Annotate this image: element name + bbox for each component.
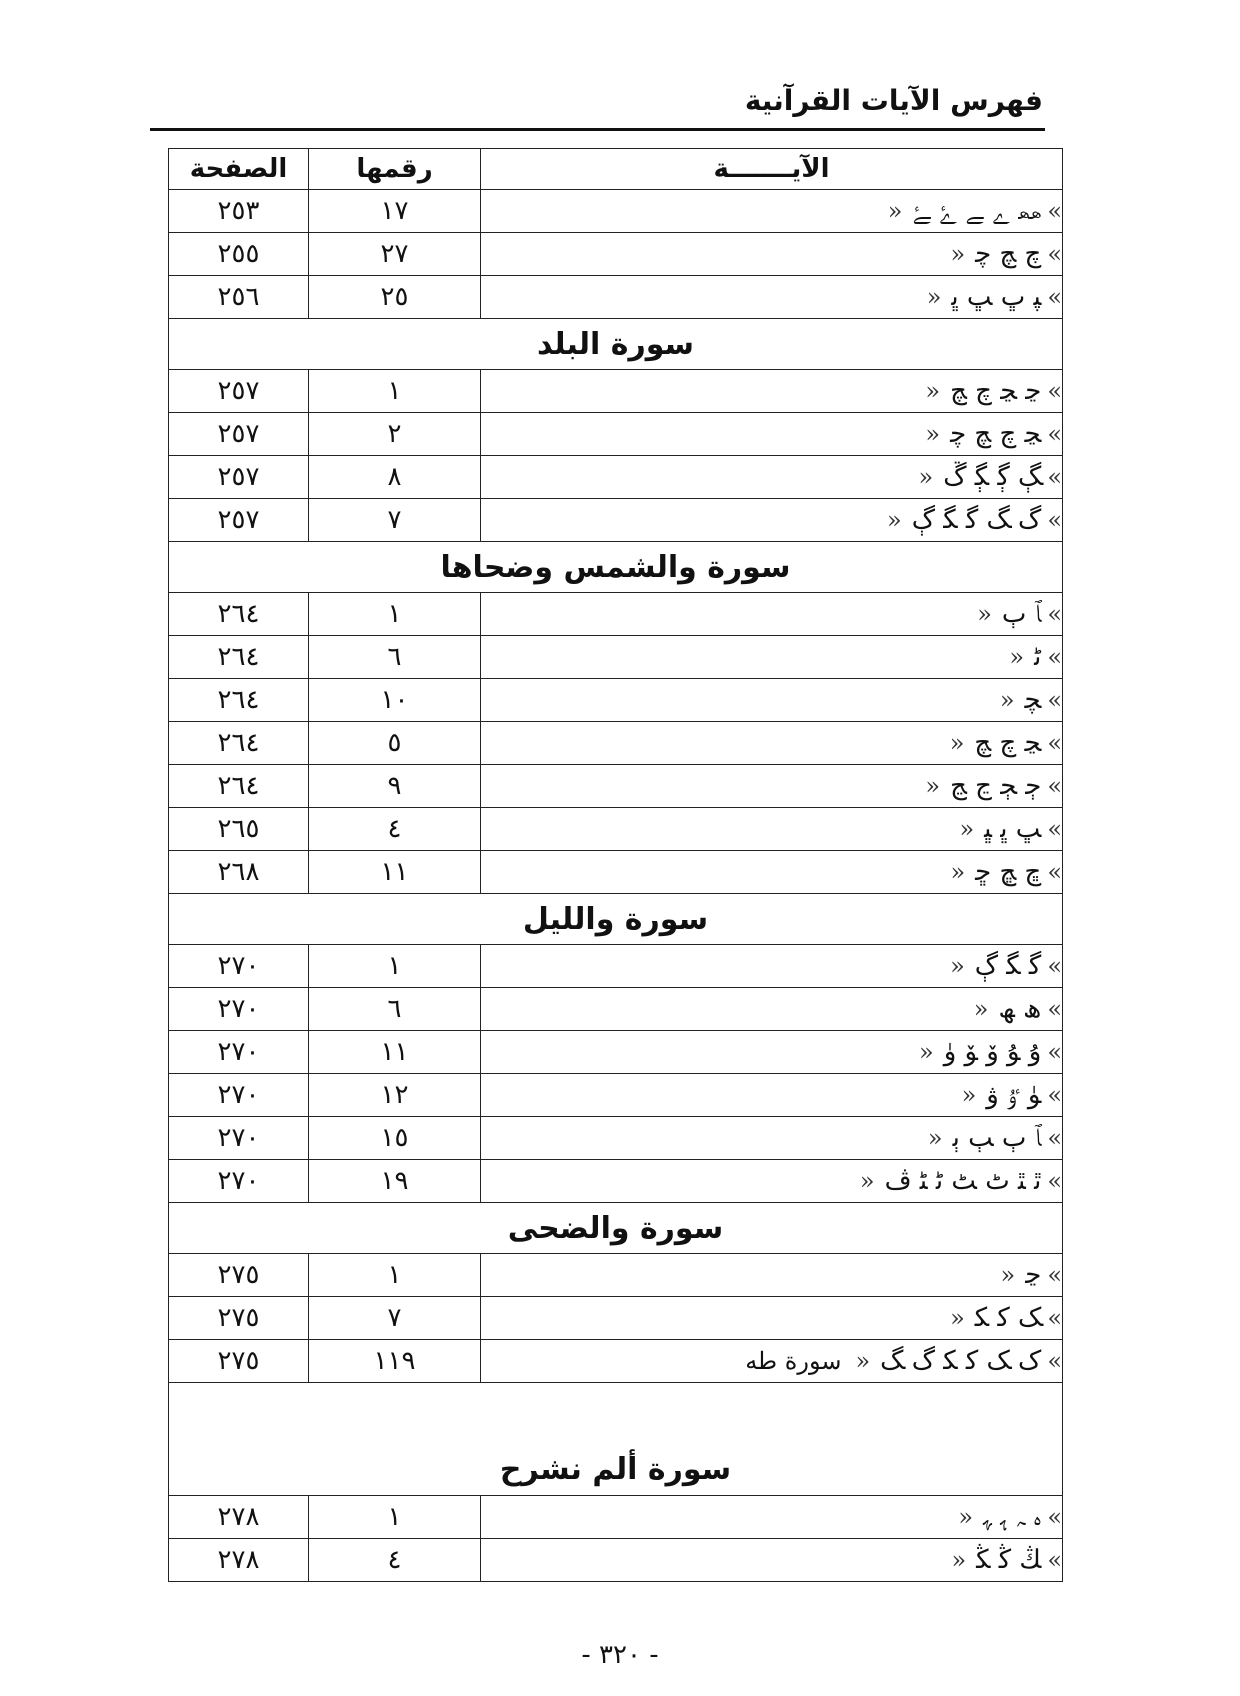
page-reference: ٢٧٥ [169,1297,309,1340]
ornament-bracket-close-icon: « [925,420,941,448]
ayah-cell [481,945,1063,988]
ornament-bracket-open-icon: » [1047,686,1062,714]
surah-heading-row [169,319,1063,370]
ornament-bracket-open-icon: » [1047,858,1062,886]
ornament-bracket-open-icon: » [1047,815,1062,843]
table-header-row [169,149,1063,190]
page-reference: ٢٧٠ [169,1074,309,1117]
ayah-cell [481,370,1063,413]
ornament-bracket-open-icon: » [1047,283,1062,311]
table-row [169,945,1063,988]
ornament-bracket-close-icon: « [950,952,965,980]
ayah-text: ﭾ ﭿ ﮀ [975,857,1042,887]
ornament-bracket-close-icon: « [1009,643,1025,671]
table-row [169,370,1063,413]
ayah-cell [481,808,1063,851]
ayah-number: ١ [309,370,481,413]
table-row [169,1254,1063,1297]
ayah-number: ١٠ [309,679,481,722]
page-reference: ٢٧٥ [169,1254,309,1297]
table-row [169,1160,1063,1203]
ornament-bracket-close-icon: « [949,729,965,757]
ornament-bracket-open-icon: » [1047,1502,1062,1531]
ayah-cell [481,1254,1063,1297]
ornament-bracket-open-icon: » [1047,240,1062,268]
ayah-number: ١ [309,593,481,636]
ayah-number: ٦ [309,636,481,679]
ornament-bracket-open-icon: » [1047,1546,1062,1574]
ayah-cell [481,1496,1063,1539]
ayah-number: ١١ [309,1031,481,1074]
ornament-bracket-close-icon: « [926,283,942,311]
ayah-text: ﮒ ﮓ ﮔ ﮕ ﮖ [911,505,1042,535]
ayah-cell [481,851,1063,894]
ornament-bracket-open-icon: » [1047,772,1062,800]
ayah-text: ﮎ ﮏ ﮐ ﮑ ﮒ ﮓ [880,1346,1042,1376]
ornament-bracket-close-icon: « [859,1167,875,1195]
ornament-bracket-close-icon: « [958,1502,974,1531]
ayah-cell [481,413,1063,456]
surah-reference: سورة طه [745,1347,842,1375]
ornament-bracket-open-icon: » [1047,1304,1062,1332]
ayah-number: ١ [309,945,481,988]
page-reference: ٢٥٧ [169,413,309,456]
ayah-text: ﭺ ﭻ ﭼ [975,239,1042,269]
ayah-text: ﭸ ﭹ ﭺ ﭻ [950,376,1042,406]
ayah-index-table [168,148,1063,1582]
ayah-number: ٧ [309,1297,481,1340]
ayah-number: ٢ [309,413,481,456]
ayah-cell [481,1539,1063,1582]
surah-heading-row [169,1203,1063,1254]
table-row [169,413,1063,456]
ayah-cell [481,593,1063,636]
ornament-bracket-open-icon: » [1047,599,1062,628]
page-reference: ٢٦٤ [169,765,309,808]
page-reference: ٢٥٦ [169,276,309,319]
ayah-cell [481,1297,1063,1340]
table-row [169,851,1063,894]
ayah-text: ﯔ ﯕ ﯖ [976,1545,1042,1575]
ayah-text: ﭙ ﭚ ﭛ ﭜ [951,282,1042,312]
ayah-cell [481,233,1063,276]
table-row [169,456,1063,499]
ayah-number: ١ [309,1496,481,1539]
table-row [169,808,1063,851]
ayah-text: ﭨ [1034,642,1042,672]
ayah-cell [481,499,1063,542]
table-row [169,722,1063,765]
ayah-number: ٢٥ [309,276,481,319]
table-row [169,636,1063,679]
page-reference: ٢٦٤ [169,636,309,679]
ornament-bracket-close-icon: « [855,1347,871,1375]
table-row [169,988,1063,1031]
ayah-cell [481,456,1063,499]
table-row [169,1117,1063,1160]
page-reference: ٢٦٤ [169,679,309,722]
ornament-bracket-open-icon: » [1047,1038,1062,1066]
ornament-bracket-close-icon: « [961,1080,977,1109]
ayah-text: ﭹ ﭺ ﭻ [974,728,1042,758]
ayah-cell [481,1074,1063,1117]
ornament-bracket-close-icon: « [927,1123,943,1152]
ayah-text: ﮔ ﮕ ﮖ [974,951,1042,981]
ornament-bracket-open-icon: » [1047,952,1062,980]
ayah-cell [481,636,1063,679]
page-reference: ٢٧٠ [169,945,309,988]
ayah-number: ١ [309,1254,481,1297]
ayah-text: ﭤ ﭥ ﭦ ﭧ ﭨ ﭩ ﭪ [884,1166,1042,1196]
ayah-text: ﭑ ﭒ [1001,598,1042,629]
page-reference: ٢٧٥ [169,1340,309,1383]
ornament-bracket-close-icon: « [977,599,992,628]
table-row [169,1031,1063,1074]
page-reference: ٢٧٠ [169,988,309,1031]
table-row [169,765,1063,808]
ayah-cell [481,1160,1063,1203]
table-row [169,276,1063,319]
ornament-bracket-open-icon: » [1047,377,1062,405]
ayah-text: ﭹ ﭺ ﭻ ﭼ [950,419,1042,449]
ayah-cell [481,988,1063,1031]
ayah-cell [481,722,1063,765]
surah-title: سورة والشمس وضحاها [169,542,1063,593]
ayah-cell [481,1340,1063,1383]
ayah-number: ١٧ [309,190,481,233]
surah-title: سورة والليل [169,894,1063,945]
ayah-number: ٦ [309,988,481,1031]
ornament-bracket-close-icon: « [950,240,966,268]
surah-title: سورة البلد [169,319,1063,370]
ayah-number: ١١٩ [309,1340,481,1383]
ornament-bracket-open-icon: » [1047,1080,1062,1109]
page-header [150,78,1045,131]
ornament-bracket-close-icon: « [918,463,934,491]
ayah-number: ٩ [309,765,481,808]
ornament-bracket-open-icon: » [1047,643,1062,671]
page-reference: ٢٥٧ [169,370,309,413]
table-row [169,233,1063,276]
ayah-text: ﮗ ﮘ ﮙ ﮚ [943,462,1042,492]
ayah-text: ﭑ ﭒ ﭓ ﭔ [952,1122,1042,1153]
page-reference: ٢٧٠ [169,1117,309,1160]
ornament-bracket-close-icon: « [950,858,966,886]
ayah-text: ﮬﮭ ﮮ ﮯ ﮰ ﮱ [912,195,1042,226]
surah-heading-row [169,894,1063,945]
ornament-bracket-open-icon: » [1047,463,1062,491]
table-row [169,1496,1063,1539]
ornament-bracket-open-icon: » [1047,995,1062,1023]
page-reference: ٢٥٧ [169,499,309,542]
ayah-text: ﭸ [1025,1260,1042,1290]
ayah-text: ﮦ ﮧ ﮨ ﮩ [983,1501,1042,1532]
page-reference: ٢٦٨ [169,851,309,894]
table-row [169,1297,1063,1340]
ayah-text: ﭛ ﭜ ﭝ [984,814,1042,844]
table-row [169,1074,1063,1117]
ornament-bracket-open-icon: » [1047,1347,1062,1375]
ornament-bracket-open-icon: » [1047,1167,1062,1195]
ornament-bracket-open-icon: » [1047,1123,1062,1152]
ayah-cell [481,1117,1063,1160]
ayah-text: ﭴ ﭵ ﭶ ﭷ [950,771,1042,801]
page-reference: ٢٥٣ [169,190,309,233]
ornament-bracket-close-icon: « [959,815,975,843]
ayah-number: ٥ [309,722,481,765]
ayah-cell [481,679,1063,722]
page-reference: ٢٧٠ [169,1031,309,1074]
table-row [169,593,1063,636]
ayah-number: ٨ [309,456,481,499]
ayah-number: ١٩ [309,1160,481,1203]
column-header-ayah: الآيـــــــة [481,149,1063,190]
page-reference: ٢٥٧ [169,456,309,499]
ornament-bracket-open-icon: » [1047,420,1062,448]
ornament-bracket-close-icon: « [919,1038,934,1066]
page-reference: ٢٧٠ [169,1160,309,1203]
table-row [169,1539,1063,1582]
ornament-bracket-open-icon: » [1047,1261,1062,1289]
ornament-bracket-close-icon: « [973,995,989,1023]
column-header-page: الصفحة [169,149,309,190]
page-reference: ٢٧٨ [169,1496,309,1539]
ornament-bracket-close-icon: « [887,196,903,225]
ayah-text: ﯜ ﯝ ﯞ [986,1079,1042,1110]
surah-title: سورة ألم نشرح [169,1383,1063,1496]
ayah-cell [481,276,1063,319]
surah-heading-row [169,1383,1063,1496]
ayah-cell [481,190,1063,233]
page-reference: ٢٥٥ [169,233,309,276]
ayah-number: ٤ [309,1539,481,1582]
surah-title: سورة والضحى [169,1203,1063,1254]
ornament-bracket-close-icon: « [925,377,941,405]
page-reference: ٢٦٤ [169,593,309,636]
ayah-text: ﮪ ﮫ [998,994,1042,1024]
surah-heading-row [169,542,1063,593]
page-number: - ٣٢٠ - [581,1640,659,1670]
page-reference: ٢٦٥ [169,808,309,851]
table-row [169,1340,1063,1383]
ornament-bracket-open-icon: » [1047,729,1062,757]
ayah-text: ﯗ ﯘ ﯙ ﯚ ﯛ [943,1037,1042,1067]
ornament-bracket-close-icon: « [999,686,1015,714]
ornament-bracket-open-icon: » [1047,196,1062,225]
ayah-number: ١٢ [309,1074,481,1117]
ayah-number: ١١ [309,851,481,894]
page-title: فهرس الآيات القرآنية [744,84,1043,117]
ornament-bracket-close-icon: « [1000,1261,1016,1289]
ornament-bracket-close-icon: « [951,1546,967,1574]
table-row [169,499,1063,542]
ayah-text: ﮏ ﮐ ﮑ [974,1303,1042,1333]
ayah-number: ٢٧ [309,233,481,276]
table-row [169,190,1063,233]
ornament-bracket-close-icon: « [887,506,902,534]
ornament-bracket-close-icon: « [950,1304,965,1332]
ayah-number: ٤ [309,808,481,851]
ayah-text: ﭽ [1024,685,1042,715]
ornament-bracket-close-icon: « [925,772,941,800]
ayah-cell [481,765,1063,808]
page-reference: ٢٧٨ [169,1539,309,1582]
table-body [169,190,1063,1582]
ayah-cell [481,1031,1063,1074]
ayah-number: ١٥ [309,1117,481,1160]
table-row [169,679,1063,722]
ornament-bracket-open-icon: » [1047,506,1062,534]
ayah-number: ٧ [309,499,481,542]
page-reference: ٢٦٤ [169,722,309,765]
column-header-number: رقمها [309,149,481,190]
